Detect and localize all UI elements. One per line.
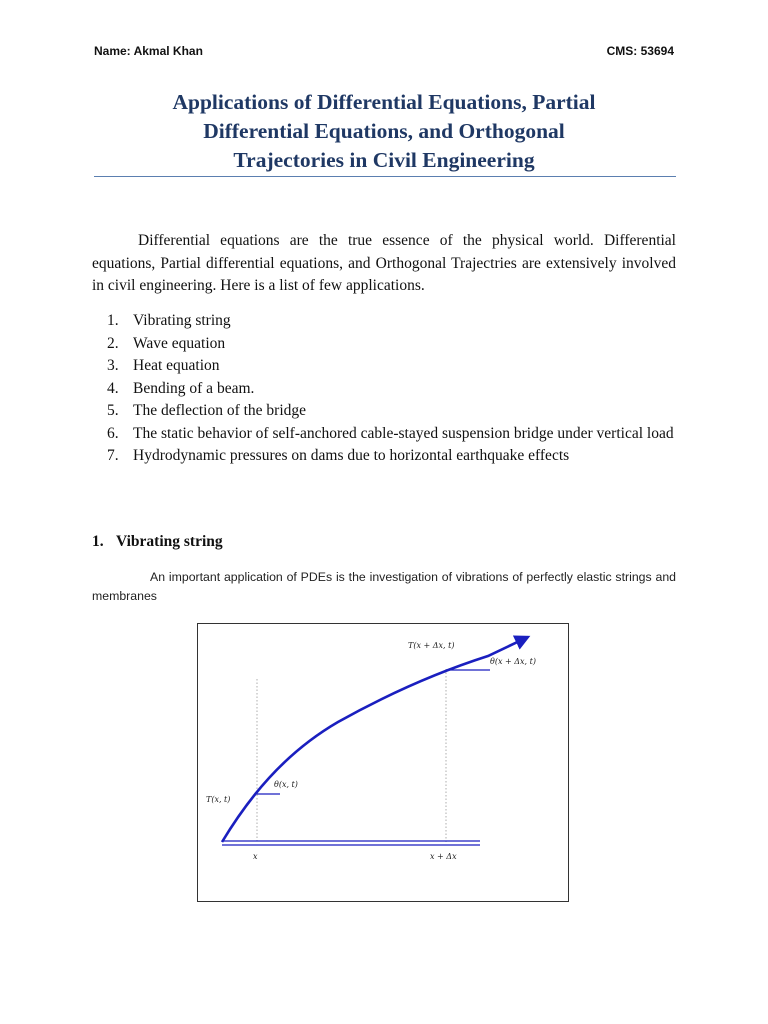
list-text: The static behavior of self-anchored cable-stayed suspension bridge under vertical load [133, 424, 674, 442]
intro-paragraph: Differential equations are the true essence of the physical world. Differential equations, Partial differential equations, and Orthogonal Trajectries are extensively involved in civil engineering. Here is a list of few applications. [92, 232, 676, 294]
list-text: Bending of a beam. [133, 379, 255, 397]
x-tick-label: x [253, 852, 258, 861]
list-item [92, 355, 676, 378]
list-text: Vibrating string [133, 312, 231, 329]
list-item [92, 378, 676, 401]
section-paragraph: An important application of PDEs is the investigation of vibrations of perfectly elastic strings and membranes [92, 570, 676, 603]
document-title [94, 88, 674, 175]
vibrating-string-figure [197, 623, 569, 902]
tension-end-label: T(x + Δx, t) [408, 641, 455, 650]
list-text: Wave equation [133, 334, 226, 352]
list-number: 2. [107, 334, 119, 352]
section-heading [92, 533, 223, 551]
tension-start-label: T(x, t) [206, 795, 231, 804]
list-number: 6. [107, 424, 119, 442]
x-dx-tick-label: x + Δx [430, 852, 457, 861]
list-item [92, 310, 676, 333]
list-text: Hydrodynamic pressures on dams due to horizontal earthquake effects [133, 447, 570, 464]
list-number: 1. [107, 312, 119, 329]
page-header [94, 44, 674, 62]
list-item [92, 423, 676, 446]
string-curve [222, 637, 528, 842]
list-item [92, 333, 676, 356]
title-line: Trajectories in Civil Engineering [233, 148, 535, 172]
section-number: 1. [92, 533, 104, 550]
title-line: Differential Equations, and Orthogonal [203, 119, 565, 143]
list-item [92, 445, 676, 468]
list-number: 7. [107, 447, 119, 464]
author-name: Name: Akmal Khan [94, 44, 203, 58]
list-number: 4. [107, 379, 119, 397]
applications-list [92, 310, 676, 468]
title-line: Applications of Differential Equations, Partial [172, 90, 596, 114]
string-diagram [198, 624, 570, 903]
list-text: The deflection of the bridge [133, 402, 307, 419]
list-number: 5. [107, 402, 119, 419]
angle-end-label: θ(x + Δx, t) [490, 657, 536, 666]
list-number: 3. [107, 357, 119, 374]
list-item [92, 400, 676, 423]
list-text: Heat equation [133, 357, 220, 374]
title-divider [94, 176, 676, 177]
cms-number: CMS: 53694 [606, 44, 674, 58]
section-title: Vibrating string [116, 533, 223, 550]
angle-start-label: θ(x, t) [274, 780, 298, 789]
